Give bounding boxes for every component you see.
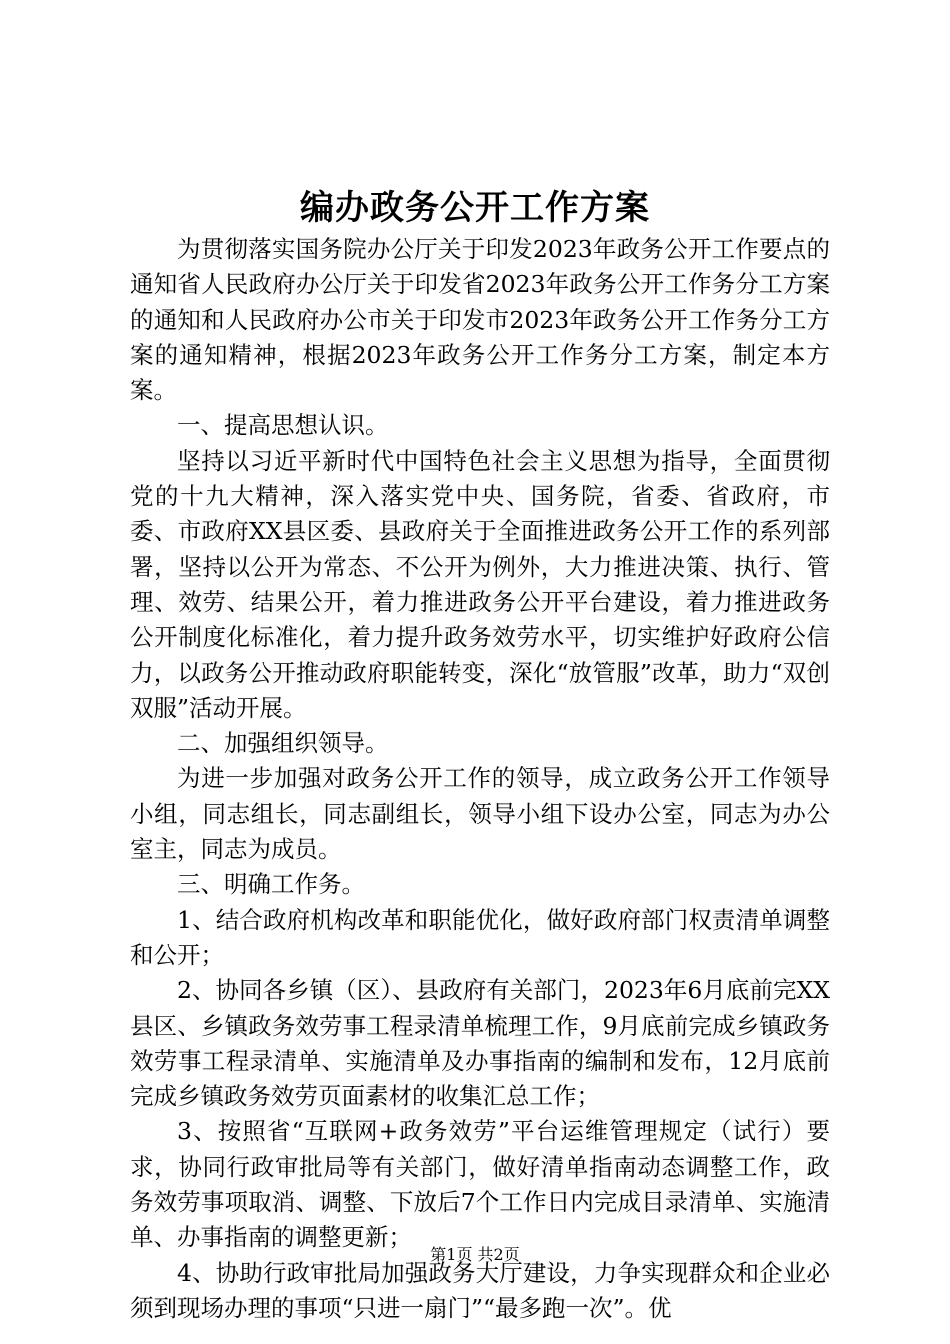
section-heading-3: 三、明确工作务。 [177,870,365,899]
task-item-1: 1、结合政府机构改革和职能优化，做好政府部门权责清单调整和公开； [130,905,830,969]
task-item-3: 3、按照省“互联网+政务效劳”平台运维管理规定（试行）要求，协同行政审批局等有关部门，做好清单指南动态调整工作，政务效劳事项取消、调整、下放后7个工作日内完成目录清单、实施清单、办事指南的调整更新； [130,1117,830,1252]
document-body [130,232,830,1326]
paragraph-section-2: 为进一步加强对政务公开工作的领导，成立政务公开工作领导小组，同志组长，同志副组长，领导小组下设办公室，同志为办公室主，同志为成员。 [130,764,830,864]
section-heading-1: 一、提高思想认识。 [177,411,389,440]
paragraph-intro: 为贯彻落实国务院办公厅关于印发2023年政务公开工作要点的通知省人民政府办公厅关于印发省2023年政务公开工作务分工方案的通知和人民政府办公市关于印发市2023年政务公开工作务分工方案的通知精神，根据2023年政务公开工作务分工方案，制定本方案。 [130,235,830,405]
task-item-4: 4、协助行政审批局加强政务大厅建设，力争实现群众和企业必须到现场办理的事项“只进一扇门”“最多跑一次”。优 [130,1258,830,1322]
paragraph-section-1: 坚持以习近平新时代中国特色社会主义思想为指导，全面贯彻党的十九大精神，深入落实党中央、国务院，省委、省政府，市委、市政府XX县区委、县政府关于全面推进政务公开工作的系列部署，坚持以公开为常态、不公开为例外，大力推进决策、执行、管理、效劳、结果公开，着力推进政务公开平台建设，着力推进政务公开制度化标准化，着力提升政务效劳水平，切实维护好政府公信力，以政务公开推动政府职能转变，深化“放管服”改革，助力“双创双服”活动开展。 [130,446,830,722]
document-title: 编办政务公开工作方案 [300,188,650,228]
section-heading-2: 二、加强组织领导。 [177,729,389,758]
page-number-footer: 第1页 共2页 [430,1245,520,1264]
task-item-2: 2、协同各乡镇（区）、县政府有关部门，2023年6月底前完XX县区、乡镇政务效劳事工程录清单梳理工作，9月底前完成乡镇政务效劳事工程录清单、实施清单及办事指南的编制和发布，12月底前完成乡镇政务效劳页面素材的收集汇总工作； [130,976,830,1111]
